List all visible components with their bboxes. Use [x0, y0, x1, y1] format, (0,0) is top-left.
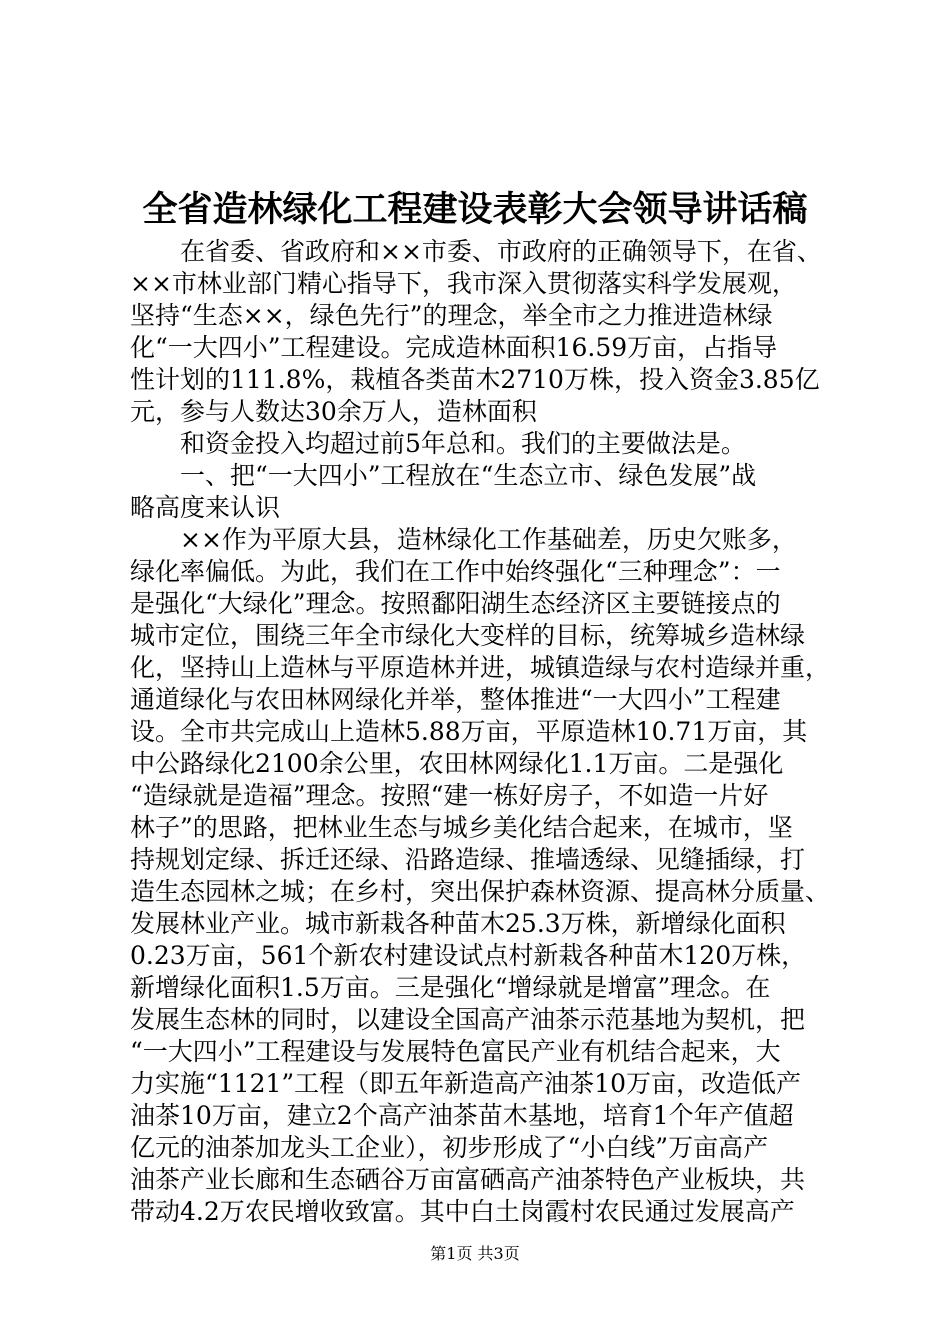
body-line: ××市林业部门精心指导下，我市深入贯彻落实科学发展观， — [130, 269, 797, 298]
body-line: 在省委、省政府和××市委、市政府的正确领导下，在省、 — [180, 237, 822, 266]
body-line: 和资金投入均超过前5年总和。我们的主要做法是。 — [180, 429, 746, 458]
body-line: 一、把“一大四小”工程放在“生态立市、绿色发展”战 — [180, 461, 757, 490]
body-line: 油茶产业长廊和生态硒谷万亩富硒高产油茶特色产业板块，共 — [130, 1165, 806, 1194]
body-line: 绿化率偏低。为此，我们在工作中始终强化“三种理念”：一 — [130, 557, 781, 586]
body-line: 造生态园林之城；在乡村，突出保护森林资源、提高林分质量、 — [130, 877, 831, 906]
body-line: 亿元的油茶加龙头工企业），初步形成了“小白线”万亩高产 — [130, 1133, 769, 1162]
body-line: 中公路绿化2100余公里，农田林网绿化1.1万亩。二是强化 — [130, 749, 784, 778]
body-line: 是强化“大绿化”理念。按照鄱阳湖生态经济区主要链接点的 — [130, 589, 781, 618]
body-line: “一大四小”工程建设与发展特色富民产业有机结合起来，大 — [130, 1037, 781, 1066]
body-line: ××作为平原大县，造林绿化工作基础差，历史欠账多， — [180, 525, 797, 554]
body-line: 林子”的思路，把林业生态与城乡美化结合起来，在城市，坚 — [130, 813, 793, 842]
body-line: 略高度来认识 — [130, 493, 281, 522]
body-line: 性计划的111.8%，栽植各类苗木2710万株，投入资金3.85亿 — [130, 365, 820, 394]
document-body — [130, 236, 842, 1228]
body-line: 化，坚持山上造林与平原造林并进，城镇造绿与农村造绿并重， — [130, 653, 831, 682]
body-line: 新增绿化面积1.5万亩。三是强化“增绿就是增富”理念。在 — [130, 973, 771, 1002]
body-line: 发展生态林的同时，以建设全国高产油茶示范基地为契机，把 — [130, 1005, 806, 1034]
body-line: 0.23万亩，561个新农村建设试点村新栽各种苗木120万株， — [130, 941, 807, 970]
body-line: 元，参与人数达30余万人，造林面积 — [130, 397, 537, 426]
document-title: 全省造林绿化工程建设表彰大会领导讲话稿 — [142, 189, 808, 230]
body-line: 设。全市共完成山上造林5.88万亩，平原造林10.71万亩，其 — [130, 717, 808, 746]
body-line: 坚持“生态××，绿色先行”的理念，举全市之力推进造林绿 — [130, 301, 773, 330]
body-line: 化“一大四小”工程建设。完成造林面积16.59万亩，占指导 — [130, 333, 778, 362]
body-line: 带动4.2万农民增收致富。其中白土岗霞村农民通过发展高产 — [130, 1197, 795, 1226]
body-line: 力实施“1121”工程（即五年新造高产油茶10万亩，改造低产 — [130, 1069, 801, 1098]
body-line: 发展林业产业。城市新栽各种苗木25.3万株，新增绿化面积 — [130, 909, 786, 938]
body-line: “造绿就是造福”理念。按照“建一栋好房子，不如造一片好 — [130, 781, 769, 810]
body-line: 持规划定绿、拆迁还绿、沿路造绿、推墙透绿、见缝插绿，打 — [130, 845, 806, 874]
body-line: 通道绿化与农田林网绿化并举，整体推进“一大四小”工程建 — [130, 685, 781, 714]
body-line: 城市定位，围绕三年全市绿化大变样的目标，统筹城乡造林绿 — [130, 621, 806, 650]
page-footer: 第1页 共3页 — [430, 1244, 520, 1263]
body-line: 油茶10万亩，建立2个高产油茶苗木基地，培育1个年产值超 — [130, 1101, 794, 1130]
